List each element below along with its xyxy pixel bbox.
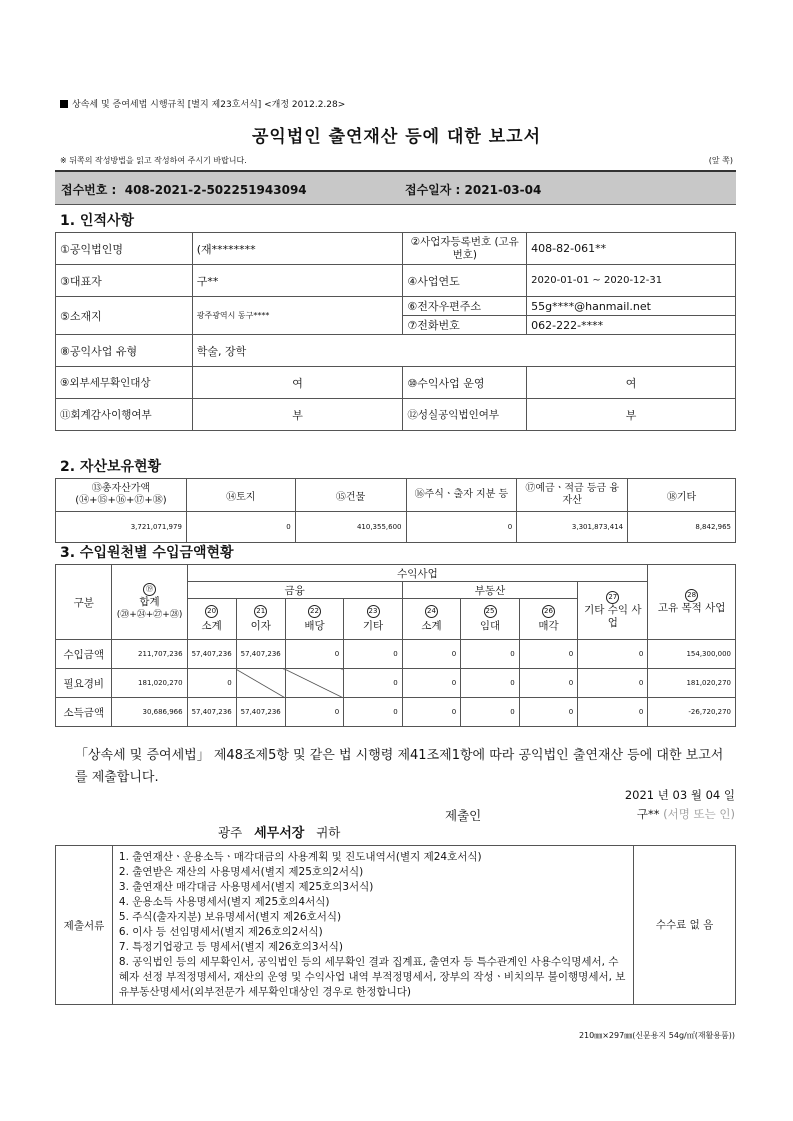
asset-value: 3,301,873,414 — [517, 512, 628, 543]
income-cell: 0 — [402, 640, 461, 669]
page-title: 공익법인 출연재산 등에 대한 보고서 — [251, 127, 541, 147]
submission-date: 2021 년 03 월 04 일 — [624, 788, 735, 802]
expense-cell: 0 — [344, 669, 403, 698]
asset-table — [55, 478, 736, 543]
sub-header: 21 이자 — [236, 599, 285, 640]
document-item: 4. 운용소득 사용명세서(별지 제25호의4서식) — [118, 896, 330, 908]
category-header: 구분 — [56, 565, 112, 640]
income-cell: 211,707,236 — [112, 640, 187, 669]
sub-header: 23 기타 — [344, 599, 403, 640]
org-name-label: ①공익법인명 — [56, 233, 193, 265]
year-value: 2020-01-01 ~ 2020-12-31 — [527, 265, 736, 297]
faithful-label: ⑫성실공익법인여부 — [403, 399, 527, 431]
net-cell: 0 — [402, 698, 461, 727]
year-label: ④사업연도 — [403, 265, 527, 297]
receipt-number: 접수번호 : 408-2021-2-502251943094 — [61, 183, 307, 197]
sub-header: 26 매각 — [519, 599, 578, 640]
income-cell: 0 — [344, 640, 403, 669]
org-name-value: (재******** — [192, 233, 403, 265]
asset-value: 410,355,600 — [295, 512, 406, 543]
front-page-label: (앞 쪽) — [708, 156, 733, 165]
net-cell: 57,407,236 — [187, 698, 236, 727]
profit-label: ⑩수익사업 운영 — [403, 367, 527, 399]
square-bullet-icon — [60, 100, 68, 108]
document-item: 1. 출연재산ㆍ운용소득ㆍ매각대금의 사용계획 및 진도내역서(별지 제24호서식) — [118, 851, 482, 863]
personal-info-table — [55, 232, 736, 431]
realestate-header: 부동산 — [402, 582, 578, 599]
phone-value: 062-222-**** — [527, 316, 736, 335]
net-cell: 0 — [578, 698, 648, 727]
receipt-date: 접수일자 : 2021-03-04 — [405, 183, 542, 197]
tax-office: 광주 세무서장 귀하 — [218, 825, 341, 841]
income-cell: 0 — [461, 640, 520, 669]
expense-cell: 0 — [461, 669, 520, 698]
section2-title: 2. 자산보유현황 — [60, 459, 162, 475]
asset-header: ⑬총자산가액 (⑭+⑮+⑯+⑰+⑱) — [56, 479, 187, 512]
income-row-label: 수입금액 — [56, 640, 112, 669]
income-cell: 0 — [578, 640, 648, 669]
asset-header: ⑮건물 — [295, 479, 406, 512]
income-cell: 57,407,236 — [187, 640, 236, 669]
receipt-bar — [55, 170, 736, 205]
asset-value: 0 — [186, 512, 295, 543]
fee-cell: 수수료 없 음 — [634, 846, 736, 1005]
expense-cell: 0 — [578, 669, 648, 698]
cpa-label: ⑪회계감사이행여부 — [56, 399, 193, 431]
documents-table — [55, 845, 736, 1005]
rep-label: ③대표자 — [56, 265, 193, 297]
section1-title: 1. 인적사항 — [60, 213, 135, 229]
expense-cell: 0 — [519, 669, 578, 698]
diagonal-empty-cell — [236, 669, 285, 698]
paper-spec-footer: 210㎜×297㎜(신문용지 54g/㎡(재활용품)) — [578, 1031, 735, 1040]
income-cell: 0 — [285, 640, 344, 669]
email-value: 55g****@hanmail.net — [527, 297, 736, 316]
net-cell: 0 — [519, 698, 578, 727]
profit-biz-header: 수익사업 — [187, 565, 648, 582]
document-item: 3. 출연재산 매각대금 사용명세서(별지 제25호의3서식) — [118, 881, 374, 893]
sub-header: 24 소계 — [402, 599, 461, 640]
net-cell: 0 — [285, 698, 344, 727]
net-cell: -26,720,270 — [648, 698, 736, 727]
sub-header: 20 소계 — [187, 599, 236, 640]
document-item: 6. 이사 등 선임명세서(별지 제26호의2서식) — [118, 926, 323, 938]
document-item: 7. 특정기업광고 등 명세서(별지 제26호의3서식) — [118, 941, 343, 953]
income-table — [55, 564, 736, 727]
documents-label: 제출서류 — [56, 846, 113, 1005]
declaration-text: 「상속세 및 증여세법」 제48조제5항 및 같은 법 시행령 제41조제1항에 따라 공익법인 출연재산 등에 대한 보고서를 제출합니다. — [75, 748, 724, 785]
income-cell: 57,407,236 — [236, 640, 285, 669]
income-cell: 0 — [519, 640, 578, 669]
net-cell: 0 — [461, 698, 520, 727]
income-cell: 154,300,000 — [648, 640, 736, 669]
type-value: 학술, 장학 — [192, 335, 735, 367]
type-label: ⑧공익사업 유형 — [56, 335, 193, 367]
diagonal-empty-cell — [285, 669, 344, 698]
document-item: 2. 출연받은 재산의 사용명세서(별지 제25호의2서식) — [118, 866, 364, 878]
address-value: 광주광역시 동구**** — [192, 297, 403, 335]
rep-value: 구** — [192, 265, 403, 297]
document-item: 8. 공익법인 등의 세무확인서, 공익법인 등의 세무확인 결과 집계표, 출연자 등 특수관계인 사용수익명세서, 수혜자 선정 부적정명세서, 재산의 운영 및 수익사업 내역 부적정명세서, 장부의 작성ㆍ비치의무 불이행명세서, 보유부동산명세서(외부전문가 세무확인대상인 경우로 한정합니다) — [118, 956, 626, 998]
ext-audit-label: ⑨외부세무확인대상 — [56, 367, 193, 399]
documents-list — [112, 846, 633, 1005]
biz-no-value: 408-82-061** — [527, 233, 736, 265]
email-label: ⑥전자우편주소 — [403, 297, 527, 316]
ext-audit-value: 여 — [192, 367, 403, 399]
sub-header: 25 임대 — [461, 599, 520, 640]
expense-cell: 181,020,270 — [648, 669, 736, 698]
expense-row-label: 필요경비 — [56, 669, 112, 698]
finance-header: 금융 — [187, 582, 402, 599]
form-rule-note: 상속세 및 증여세법 시행규칙 [별지 제23호서식] <개정 2012.2.28> — [60, 97, 345, 110]
cpa-value: 부 — [192, 399, 403, 431]
biz-no-label: ②사업자등록번호 (고유번호) — [403, 233, 527, 265]
section3-title: 3. 수입원천별 수입금액현황 — [60, 545, 234, 561]
phone-label: ⑦전화번호 — [403, 316, 527, 335]
asset-value: 3,721,071,979 — [56, 512, 187, 543]
expense-cell: 181,020,270 — [112, 669, 187, 698]
expense-cell: 0 — [187, 669, 236, 698]
inherent-biz-header: 28 고유 목적 사업 — [648, 565, 736, 640]
address-label: ⑤소재지 — [56, 297, 193, 335]
asset-value: 8,842,965 — [628, 512, 736, 543]
profit-value: 여 — [527, 367, 736, 399]
instruction-note: ※ 뒤쪽의 작성방법을 읽고 작성하여 주시기 바랍니다. — [60, 156, 247, 165]
submitter-label: 제출인 — [445, 808, 482, 823]
net-cell: 57,407,236 — [236, 698, 285, 727]
asset-header: ⑭토지 — [186, 479, 295, 512]
sign-hint: (서명 또는 인) — [663, 807, 735, 821]
asset-header: ⑰예금ㆍ적금 등금 융자산 — [517, 479, 628, 512]
document-item: 5. 주식(출자지분) 보유명세서(별지 제26호서식) — [118, 911, 342, 923]
faithful-value: 부 — [527, 399, 736, 431]
submitter-name: 구** — [636, 807, 660, 821]
asset-header: ⑯주식ㆍ출자 지분 등 — [406, 479, 517, 512]
total-header: ⑲ 합계 (⑳+㉔+㉗+㉘) — [112, 565, 187, 640]
expense-cell: 0 — [402, 669, 461, 698]
asset-header: ⑱기타 — [628, 479, 736, 512]
net-row-label: 소득금액 — [56, 698, 112, 727]
net-cell: 30,686,966 — [112, 698, 187, 727]
asset-value: 0 — [406, 512, 517, 543]
other-biz-header: 27 기타 수익 사업 — [578, 582, 648, 640]
net-cell: 0 — [344, 698, 403, 727]
sub-header: 22 배당 — [285, 599, 344, 640]
signature-line — [637, 806, 735, 822]
